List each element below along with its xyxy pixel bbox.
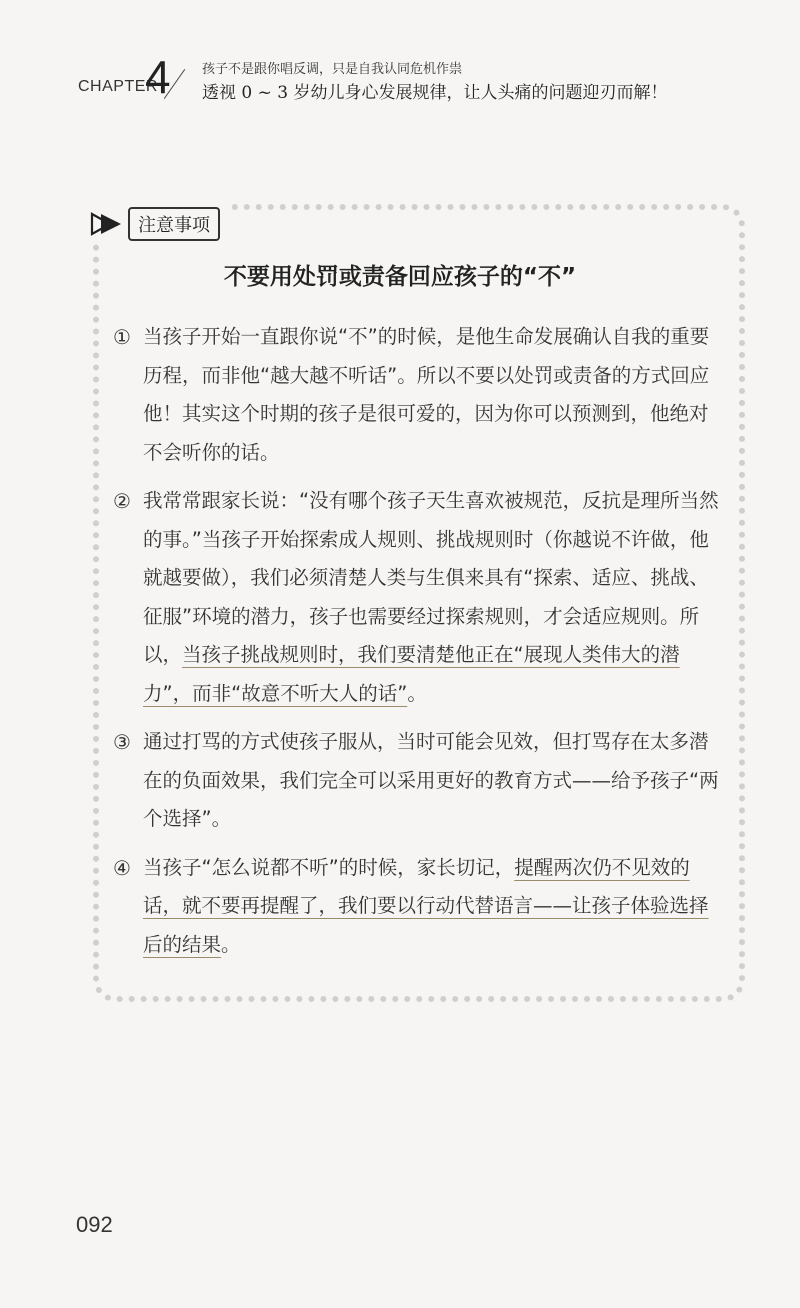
item-number: ③ — [113, 730, 131, 754]
item-text: 我常常跟家长说：“没有哪个孩子天生喜欢被规范，反抗是理所当然的事。”当孩子开始探索成人规则、挑战规则时（你越说不许做，他就越要做），我们必须清楚人类与生俱来具有“探索、适应、挑战、征服”环境的潜力，孩子也需要经过探索规则，才会适应规则。所以， — [143, 489, 719, 666]
chapter-subtitle: 孩子不是跟你唱反调，只是自我认同危机作祟 — [202, 62, 463, 77]
underlined-text: 当孩子挑战规则时，我们要清楚他正在“展现人类伟大的潜力”，而非“故意不听大人的话” — [143, 643, 680, 705]
play-arrow-icon — [90, 211, 124, 237]
item-text-end: 。 — [221, 932, 241, 956]
item-text-end: 。 — [407, 681, 427, 705]
notice-title-group — [90, 204, 228, 244]
list-item — [113, 318, 721, 472]
notice-heading: 不要用处罚或责备回应孩子的“不” — [223, 264, 577, 290]
item-number: ④ — [113, 855, 131, 880]
item-text: 当孩子开始一直跟你说“不”的时候，是他生命发展确认自我的重要历程，而非他“越大越不听话”。所以不要以处罚或责备的方式回应他！其实这个时期的孩子是很可爱的，因为你可以预测到，他绝对不会听你的话。 — [143, 325, 710, 464]
list-item — [113, 723, 721, 839]
chapter-title: 透视 0 ~ 3 岁幼儿身心发展规律，让人头痛的问题迎刃而解！ — [202, 83, 668, 103]
notice-title: 注意事项 — [128, 207, 220, 241]
item-text: 当孩子“怎么说都不听”的时候，家长切记， — [143, 855, 515, 879]
page-number: 092 — [76, 1212, 113, 1237]
notice-list — [113, 318, 721, 974]
chapter-number: 4 — [145, 51, 171, 103]
chapter-label: CHAPTER — [78, 78, 158, 95]
item-number: ① — [113, 325, 131, 349]
list-item — [113, 849, 721, 965]
list-item — [113, 482, 721, 713]
chapter-header — [78, 52, 758, 112]
underlined-text: 提醒两次仍不见效的话，就不要再提醒了，我们要以行动代替语言——让孩子体验选择后的结果 — [143, 855, 709, 956]
item-number: ② — [113, 489, 131, 513]
item-text: 通过打骂的方式使孩子服从，当时可能会见效，但打骂存在太多潜在的负面效果，我们完全可以采用更好的教育方式——给予孩子“两个选择”。 — [143, 730, 719, 830]
